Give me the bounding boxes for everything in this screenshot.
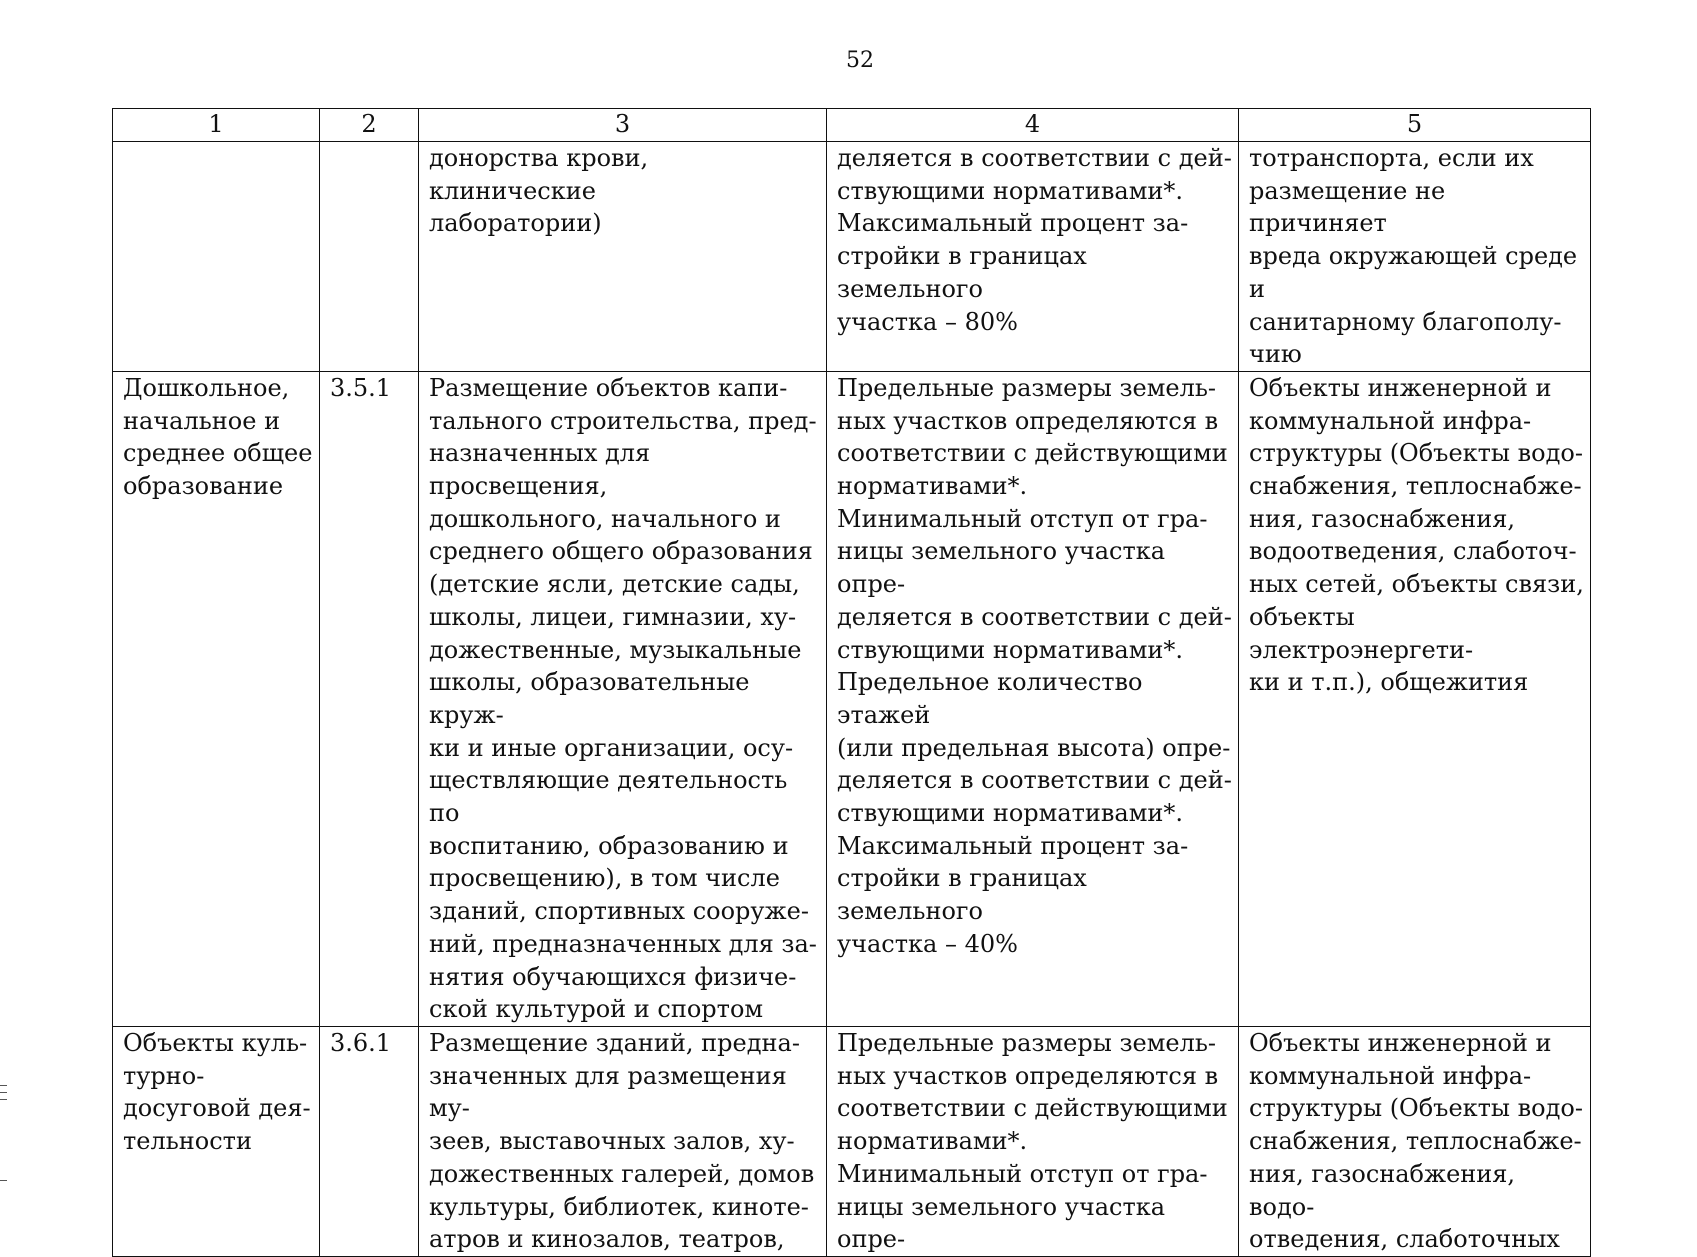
use-type-code-cell: [320, 142, 419, 372]
auxiliary-uses-cell: [1239, 371, 1591, 1026]
land-parameters-cell: [827, 371, 1239, 1026]
auxiliary-uses: Объекты инженерной и коммунальной инфра- структуры (Объекты водо- снабжения, теплоснабже- ния, газоснабжения, водо- отведения, слаботочных: [1249, 1028, 1583, 1254]
use-description-cell: [419, 1026, 827, 1256]
page-number: 52: [846, 48, 874, 73]
table-row: [113, 1026, 1591, 1256]
use-type-name-cell: [113, 371, 320, 1026]
table-header-row: [113, 109, 1591, 142]
column-header: 2: [320, 109, 419, 142]
land-parameters-cell: [827, 1026, 1239, 1256]
use-type-code-cell: [320, 371, 419, 1026]
column-header: 4: [827, 109, 1239, 142]
column-header: 3: [419, 109, 827, 142]
scan-edge-mark: [0, 1180, 7, 1181]
use-type-name-cell: [113, 142, 320, 372]
scan-edge-mark: [0, 1099, 7, 1100]
column-header: 1: [113, 109, 320, 142]
use-type-code: 3.6.1: [330, 1028, 392, 1057]
use-type-name: Объекты куль- турно- досуговой дея- тельности: [123, 1028, 311, 1156]
auxiliary-uses-cell: [1239, 1026, 1591, 1256]
table-row: [113, 371, 1591, 1026]
use-description-cell: [419, 371, 827, 1026]
land-parameters-cell: [827, 142, 1239, 372]
auxiliary-uses: тотранспорта, если их размещение не причиняет вреда окружающей среде и санитарному благополу- чию: [1249, 144, 1578, 369]
land-parameters: деляется в соответствии с дей- ствующими нормативами*. Максимальный процент за- стройки в границах земельного участка – 80%: [837, 144, 1232, 336]
table-row: [113, 142, 1591, 372]
scan-edge-mark: [0, 1085, 7, 1086]
use-description: Размещение зданий, предна- значенных для размещения му- зеев, выставочных залов, ху- дожественных галерей, домов культуры, библиотек, киноте- атров и кинозалов, театров,: [429, 1028, 815, 1254]
use-description: донорства крови, клинические лаборатории): [429, 144, 649, 238]
land-parameters: Предельные размеры земель- ных участков определяются в соответствии с действующими нормативами*. Минимальный отступ от гра- ницы земельного участка опре- деляется в соответствии с дей- ствующими нормативами*. Предельное количество этажей (или предельная высота) опре- деляется в соответствии с дей- ствующими нормативами*. Максимальный процент за- стройки в границах земельного участка – 40%: [837, 373, 1232, 958]
use-type-name: Дошкольное, начальное и среднее общее образование: [123, 373, 313, 501]
auxiliary-uses: Объекты инженерной и коммунальной инфра- структуры (Объекты водо- снабжения, теплоснабже- ния, газоснабжения, водоотведения, слаботоч- ных сетей, объекты связи, объекты электроэнергети- ки и т.п.), общежития: [1249, 373, 1584, 697]
use-type-code: 3.5.1: [330, 373, 392, 402]
use-description-cell: [419, 142, 827, 372]
zoning-regulations-table: [112, 108, 1591, 1257]
land-parameters: Предельные размеры земель- ных участков определяются в соответствии с действующими нормативами*. Минимальный отступ от гра- ницы земельного участка опре-: [837, 1028, 1228, 1254]
scan-edge-mark: [0, 1092, 7, 1093]
use-type-name-cell: [113, 1026, 320, 1256]
column-header: 5: [1239, 109, 1591, 142]
use-type-code-cell: [320, 1026, 419, 1256]
auxiliary-uses-cell: [1239, 142, 1591, 372]
use-description: Размещение объектов капи- тального строительства, пред- назначенных для просвещения, дошкольного, начального и среднего общего образования (детские ясли, детские сады, школы, лицеи, гимназии, ху- дожественные, музыкальные школы, образовательные круж- ки и иные организации, осу- ществляющие деятельность по воспитанию, образованию и просвещению), в том числе зданий, спортивных сооруже- ний, предназначенных для за- нятия обучающихся физиче- ской культурой и спортом: [429, 373, 817, 1024]
